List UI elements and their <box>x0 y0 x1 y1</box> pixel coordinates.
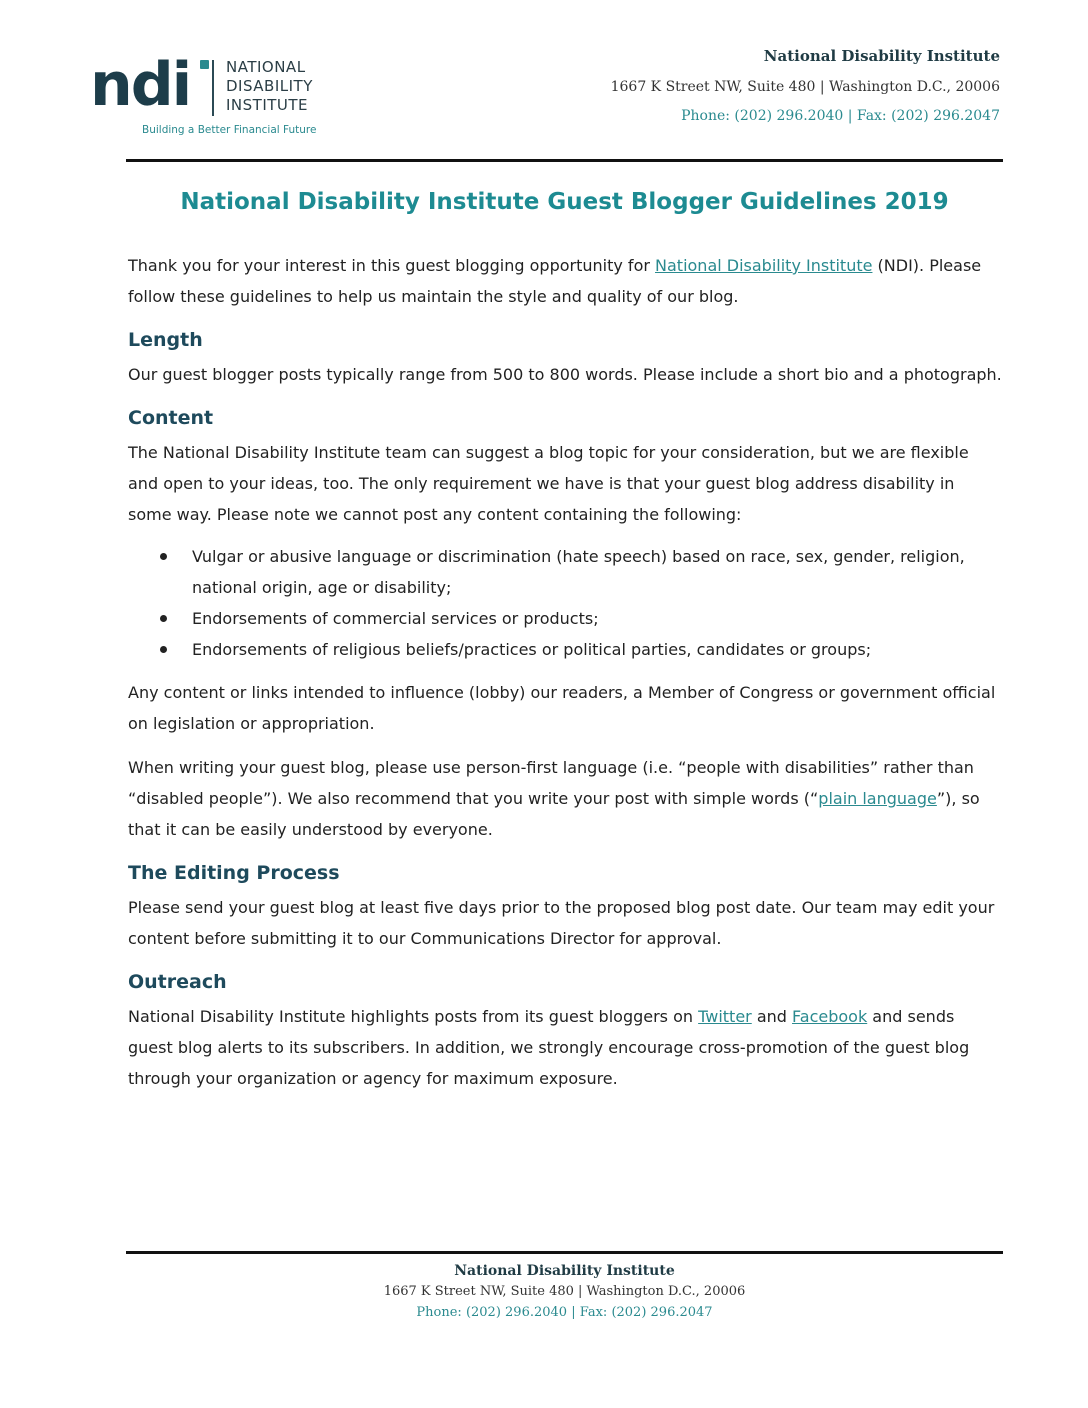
list-item: Endorsements of commercial services or products; <box>192 603 1003 634</box>
ndi-link[interactable]: National Disability Institute <box>655 256 873 275</box>
letterhead-phone: Phone: (202) 296.2040 | Fax: (202) 296.2047 <box>681 108 1000 124</box>
lobby-paragraph: Any content or links intended to influence (lobby) our readers, a Member of Congress or government official on legislation or appropriation. <box>128 683 996 733</box>
intro-text-end: (NDI). Please follow these guidelines to help us maintain the style and quality of our blog. <box>128 256 982 306</box>
outreach-text-end: and sends guest blog alerts to its subscribers. In addition, we strongly encourage cross-promotion of the guest blog through your organization or agency for maximum exposure. <box>128 1007 970 1088</box>
logo-line-1: NATIONAL <box>226 58 306 76</box>
intro-paragraph <box>128 250 1003 312</box>
intro-text: Thank you for your interest in this guest blogging opportunity for <box>128 256 656 275</box>
logo-divider <box>212 60 214 116</box>
language-text-end: ”), so that it can be easily understood by everyone. <box>128 789 980 839</box>
footer-phone: Phone: (202) 296.2040 | Fax: (202) 296.2047 <box>416 1305 713 1320</box>
length-paragraph: Our guest blogger posts typically range from 500 to 800 words. Please include a short bio and a photograph. <box>128 365 1002 384</box>
logo-line-2: DISABILITY <box>226 77 313 95</box>
editing-paragraph: Please send your guest blog at least five days prior to the proposed blog post date. Our team may edit your content before submitting it to our Communications Director for approval. <box>128 898 995 948</box>
outreach-heading: Outreach <box>128 971 227 993</box>
list-item: Vulgar or abusive language or discrimination (hate speech) based on race, sex, gender, religion, national origin, age or disability; <box>192 541 1003 603</box>
length-heading: Length <box>128 329 203 351</box>
ndi-logo <box>90 52 330 142</box>
letterhead-org: National Disability Institute <box>763 47 1000 65</box>
header-rule <box>126 159 1003 162</box>
logo-wordmark <box>226 58 313 115</box>
language-text: When writing your guest blog, please use person-first language (i.e. “people with disabilities” rather than “disabled people”). We also recommend that you write your post with simple words (“ <box>128 758 974 808</box>
footer <box>126 1262 1003 1323</box>
editing-heading: The Editing Process <box>128 862 340 884</box>
logo-dot-icon <box>200 60 209 69</box>
logo-mark: ndi <box>90 50 191 120</box>
content-paragraph: The National Disability Institute team can suggest a blog topic for your consideration, but we are flexible and open to your ideas, too. The only requirement we have is that your guest blog address disability in some way. Please note we cannot post any content containing the following: <box>128 443 969 524</box>
logo-line-3: INSTITUTE <box>226 96 309 114</box>
outreach-paragraph <box>128 1001 1003 1094</box>
logo-tagline: Building a Better Financial Future <box>142 124 317 136</box>
facebook-link[interactable]: Facebook <box>792 1007 868 1026</box>
outreach-and: and <box>751 1007 793 1026</box>
content-heading: Content <box>128 407 214 429</box>
footer-rule <box>126 1251 1003 1254</box>
page-title: National Disability Institute Guest Blogger Guidelines 2019 <box>180 189 949 215</box>
document-body <box>128 250 1003 1107</box>
outreach-text: National Disability Institute highlights posts from its guest bloggers on <box>128 1007 699 1026</box>
list-item: Endorsements of religious beliefs/practices or political parties, candidates or groups; <box>192 634 1003 665</box>
footer-address: 1667 K Street NW, Suite 480 | Washington D.C., 20006 <box>383 1284 746 1299</box>
letterhead <box>611 46 1000 125</box>
language-paragraph <box>128 752 1003 845</box>
footer-org: National Disability Institute <box>454 1263 675 1279</box>
twitter-link[interactable]: Twitter <box>698 1007 752 1026</box>
plain-language-link[interactable]: plain language <box>818 789 937 808</box>
prohibited-content-list <box>128 541 1003 665</box>
letterhead-address: 1667 K Street NW, Suite 480 | Washington D.C., 20006 <box>610 79 1000 95</box>
